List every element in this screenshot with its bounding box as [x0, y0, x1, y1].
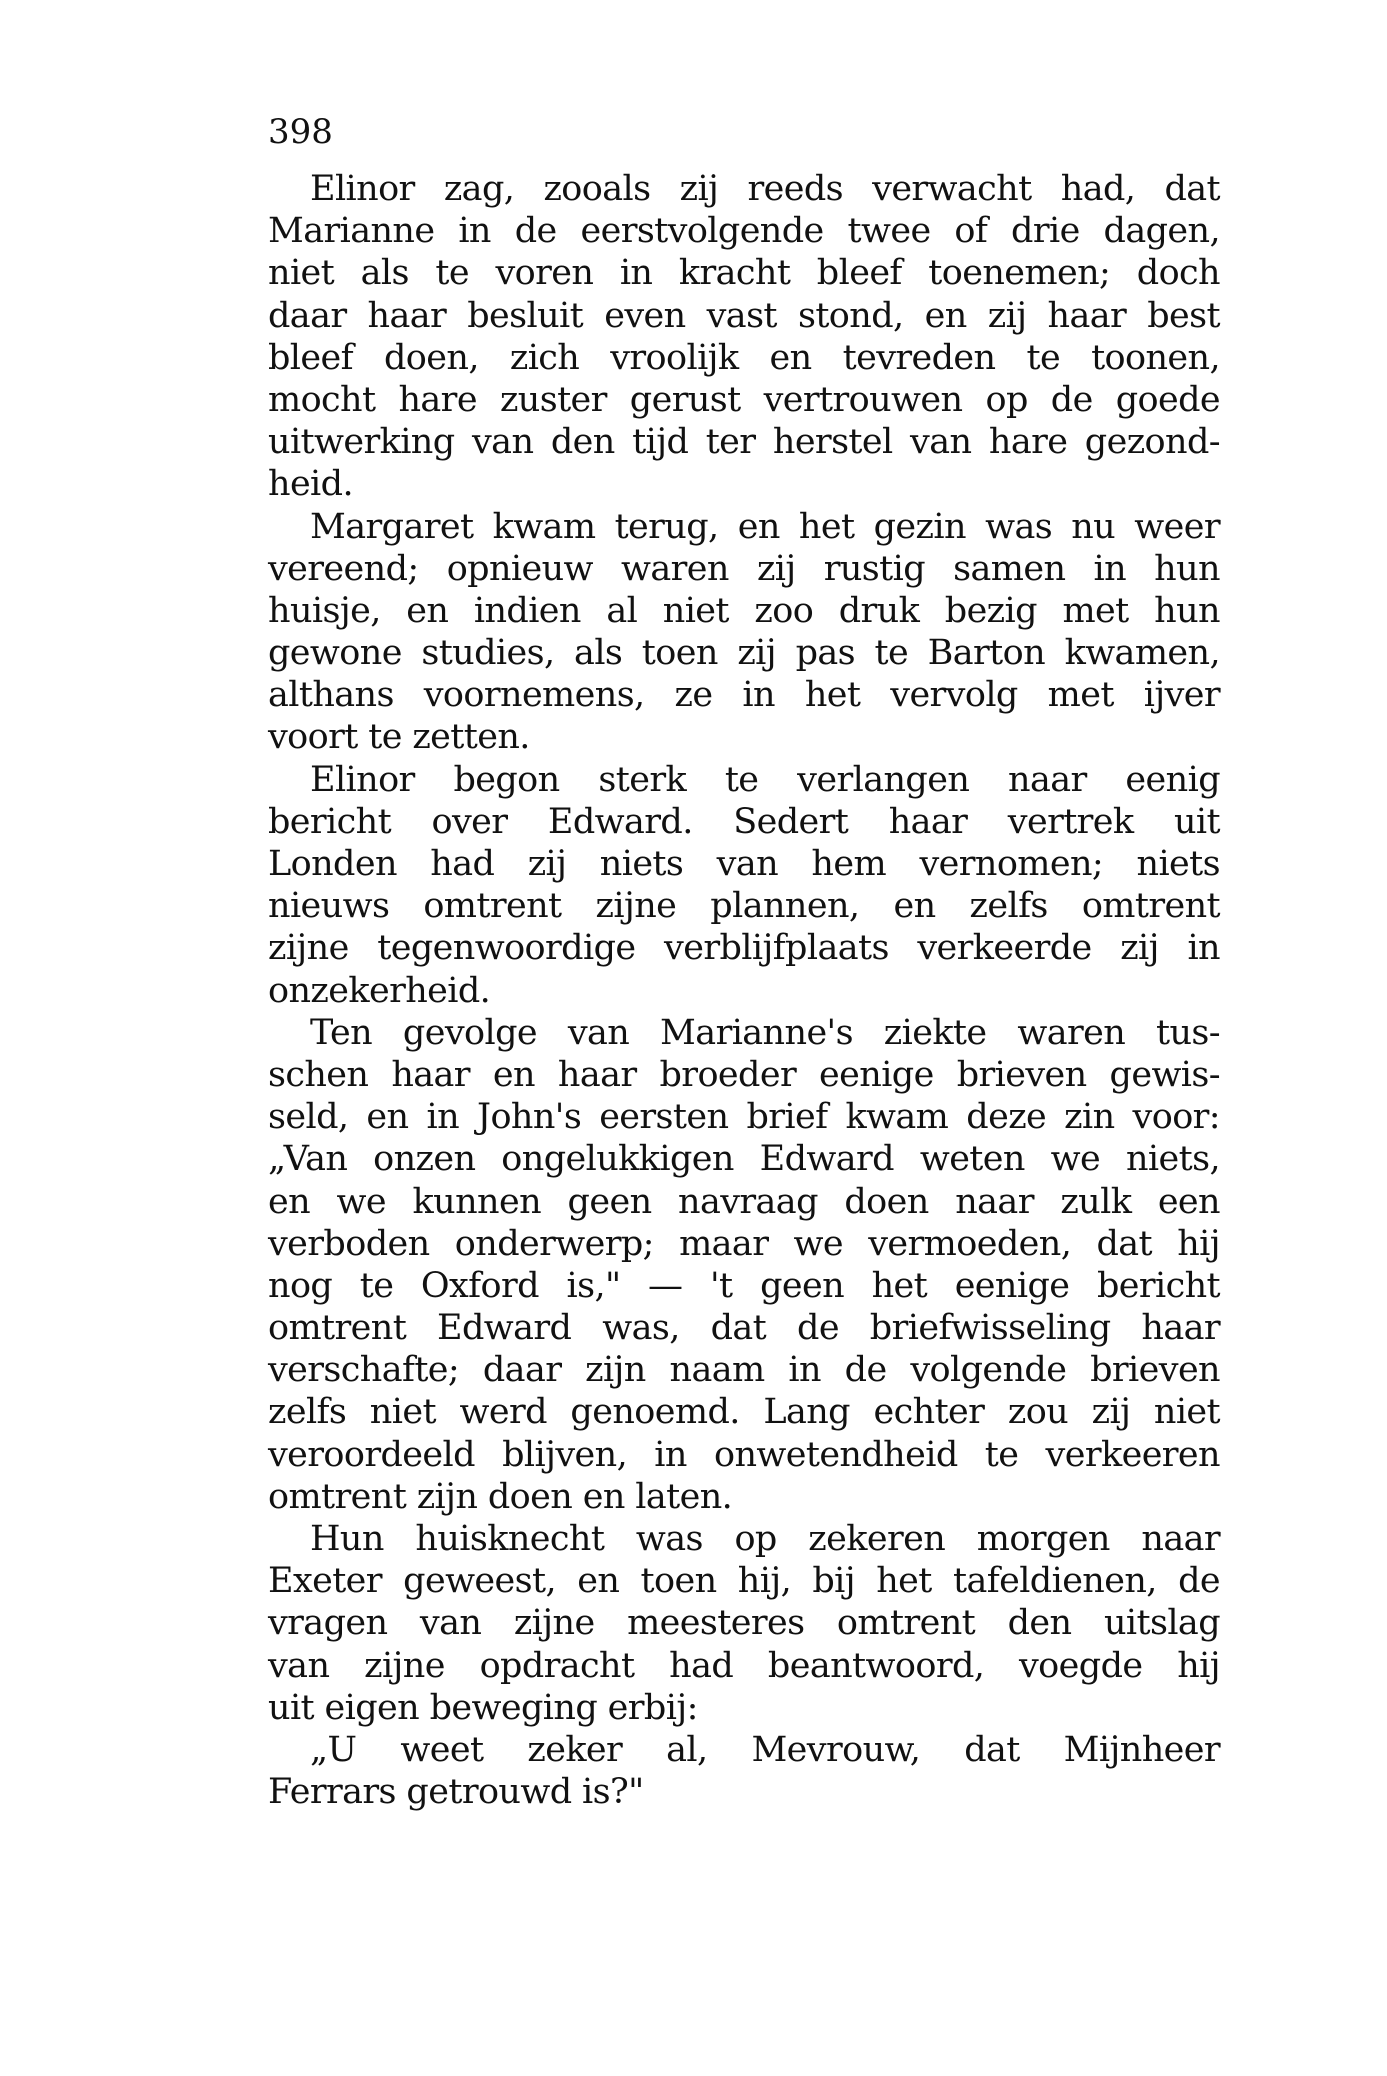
text-line: nog te Oxford is," — 't geen het eenige bericht — [268, 1265, 1220, 1306]
text-line: daar haar besluit even vast stond, en zij haar best — [268, 295, 1220, 336]
text-line: omtrent Edward was, dat de briefwisseling haar — [268, 1308, 1220, 1349]
text-line: verschafte; daar zijn naam in de volgende brieven — [268, 1350, 1220, 1391]
text-line: bleef doen, zich vroolijk en tevreden te toonen, — [268, 337, 1220, 378]
text-line: heid. — [268, 464, 353, 505]
text-line: zijne tegenwoordige verblijfplaats verkeerde zij in — [268, 928, 1220, 969]
text-line: verboden onderwerp; maar we vermoeden, dat hij — [268, 1223, 1220, 1264]
text-line: mocht hare zuster gerust vertrouwen op de goede — [268, 379, 1220, 420]
paragraph — [268, 168, 1220, 506]
text-line: Hun huisknecht was op zekeren morgen naar — [310, 1519, 1220, 1559]
text-line: Elinor zag, zooals zij reeds verwacht had, dat — [310, 169, 1220, 209]
text-line: voort te zetten. — [268, 717, 530, 758]
text-line: gewone studies, als toen zij pas te Barton kwamen, — [268, 633, 1220, 674]
text-line: van zijne opdracht had beantwoord, voegde hij — [268, 1645, 1220, 1686]
text-line: seld, en in John's eersten brief kwam deze zin voor: — [268, 1097, 1220, 1138]
text-line: Ferrars getrouwd is?" — [268, 1772, 644, 1813]
text-line: zelfs niet werd genoemd. Lang echter zou zij niet — [268, 1392, 1220, 1433]
text-line: Londen had zij niets van hem vernomen; niets — [268, 844, 1220, 884]
text-line: en we kunnen geen navraag doen naar zulk een — [268, 1181, 1220, 1222]
text-line: vragen van zijne meesteres omtrent den uitslag — [268, 1603, 1220, 1644]
text-line: omtrent zijn doen en laten. — [268, 1476, 733, 1517]
text-line: schen haar en haar broeder eenige brieven gewis- — [268, 1054, 1220, 1095]
text-line: Elinor begon sterk te verlangen naar eenig — [310, 759, 1220, 800]
text-line: niet als te voren in kracht bleef toenemen; doch — [268, 253, 1220, 294]
text-line: huisje, en indien al niet zoo druk bezig met hun — [268, 590, 1220, 631]
paragraph — [268, 1012, 1220, 1518]
paragraph — [268, 506, 1220, 759]
body-text — [268, 168, 1220, 1813]
text-line: Margaret kwam terug, en het gezin was nu weer — [310, 506, 1220, 547]
text-line: onzekerheid. — [268, 970, 491, 1011]
text-line: vereend; opnieuw waren zij rustig samen in hun — [268, 548, 1220, 589]
text-line: bericht over Edward. Sedert haar vertrek uit — [268, 801, 1220, 842]
text-line: uitwerking van den tijd ter herstel van hare gezond- — [268, 422, 1220, 463]
text-line: althans voornemens, ze in het vervolg met ijver — [268, 675, 1220, 716]
text-line: veroordeeld blijven, in onwetendheid te verkeeren — [268, 1434, 1220, 1475]
text-line: „U weet zeker al, Mevrouw, dat Mijnheer — [310, 1729, 1220, 1770]
paragraph — [268, 1729, 1220, 1813]
text-line: nieuws omtrent zijne plannen, en zelfs omtrent — [268, 886, 1220, 927]
text-line: Marianne in de eerstvolgende twee of drie dagen, — [268, 211, 1220, 252]
text-line: Ten gevolge van Marianne's ziekte waren tus- — [310, 1012, 1220, 1053]
text-line: „Van onzen ongelukkigen Edward weten we niets, — [268, 1139, 1220, 1180]
text-line: uit eigen beweging erbij: — [268, 1687, 698, 1728]
text-line: Exeter geweest, en toen hij, bij het tafeldienen, de — [268, 1561, 1220, 1602]
page-number: 398 — [268, 112, 333, 152]
paragraph — [268, 1518, 1220, 1729]
paragraph — [268, 759, 1220, 1012]
